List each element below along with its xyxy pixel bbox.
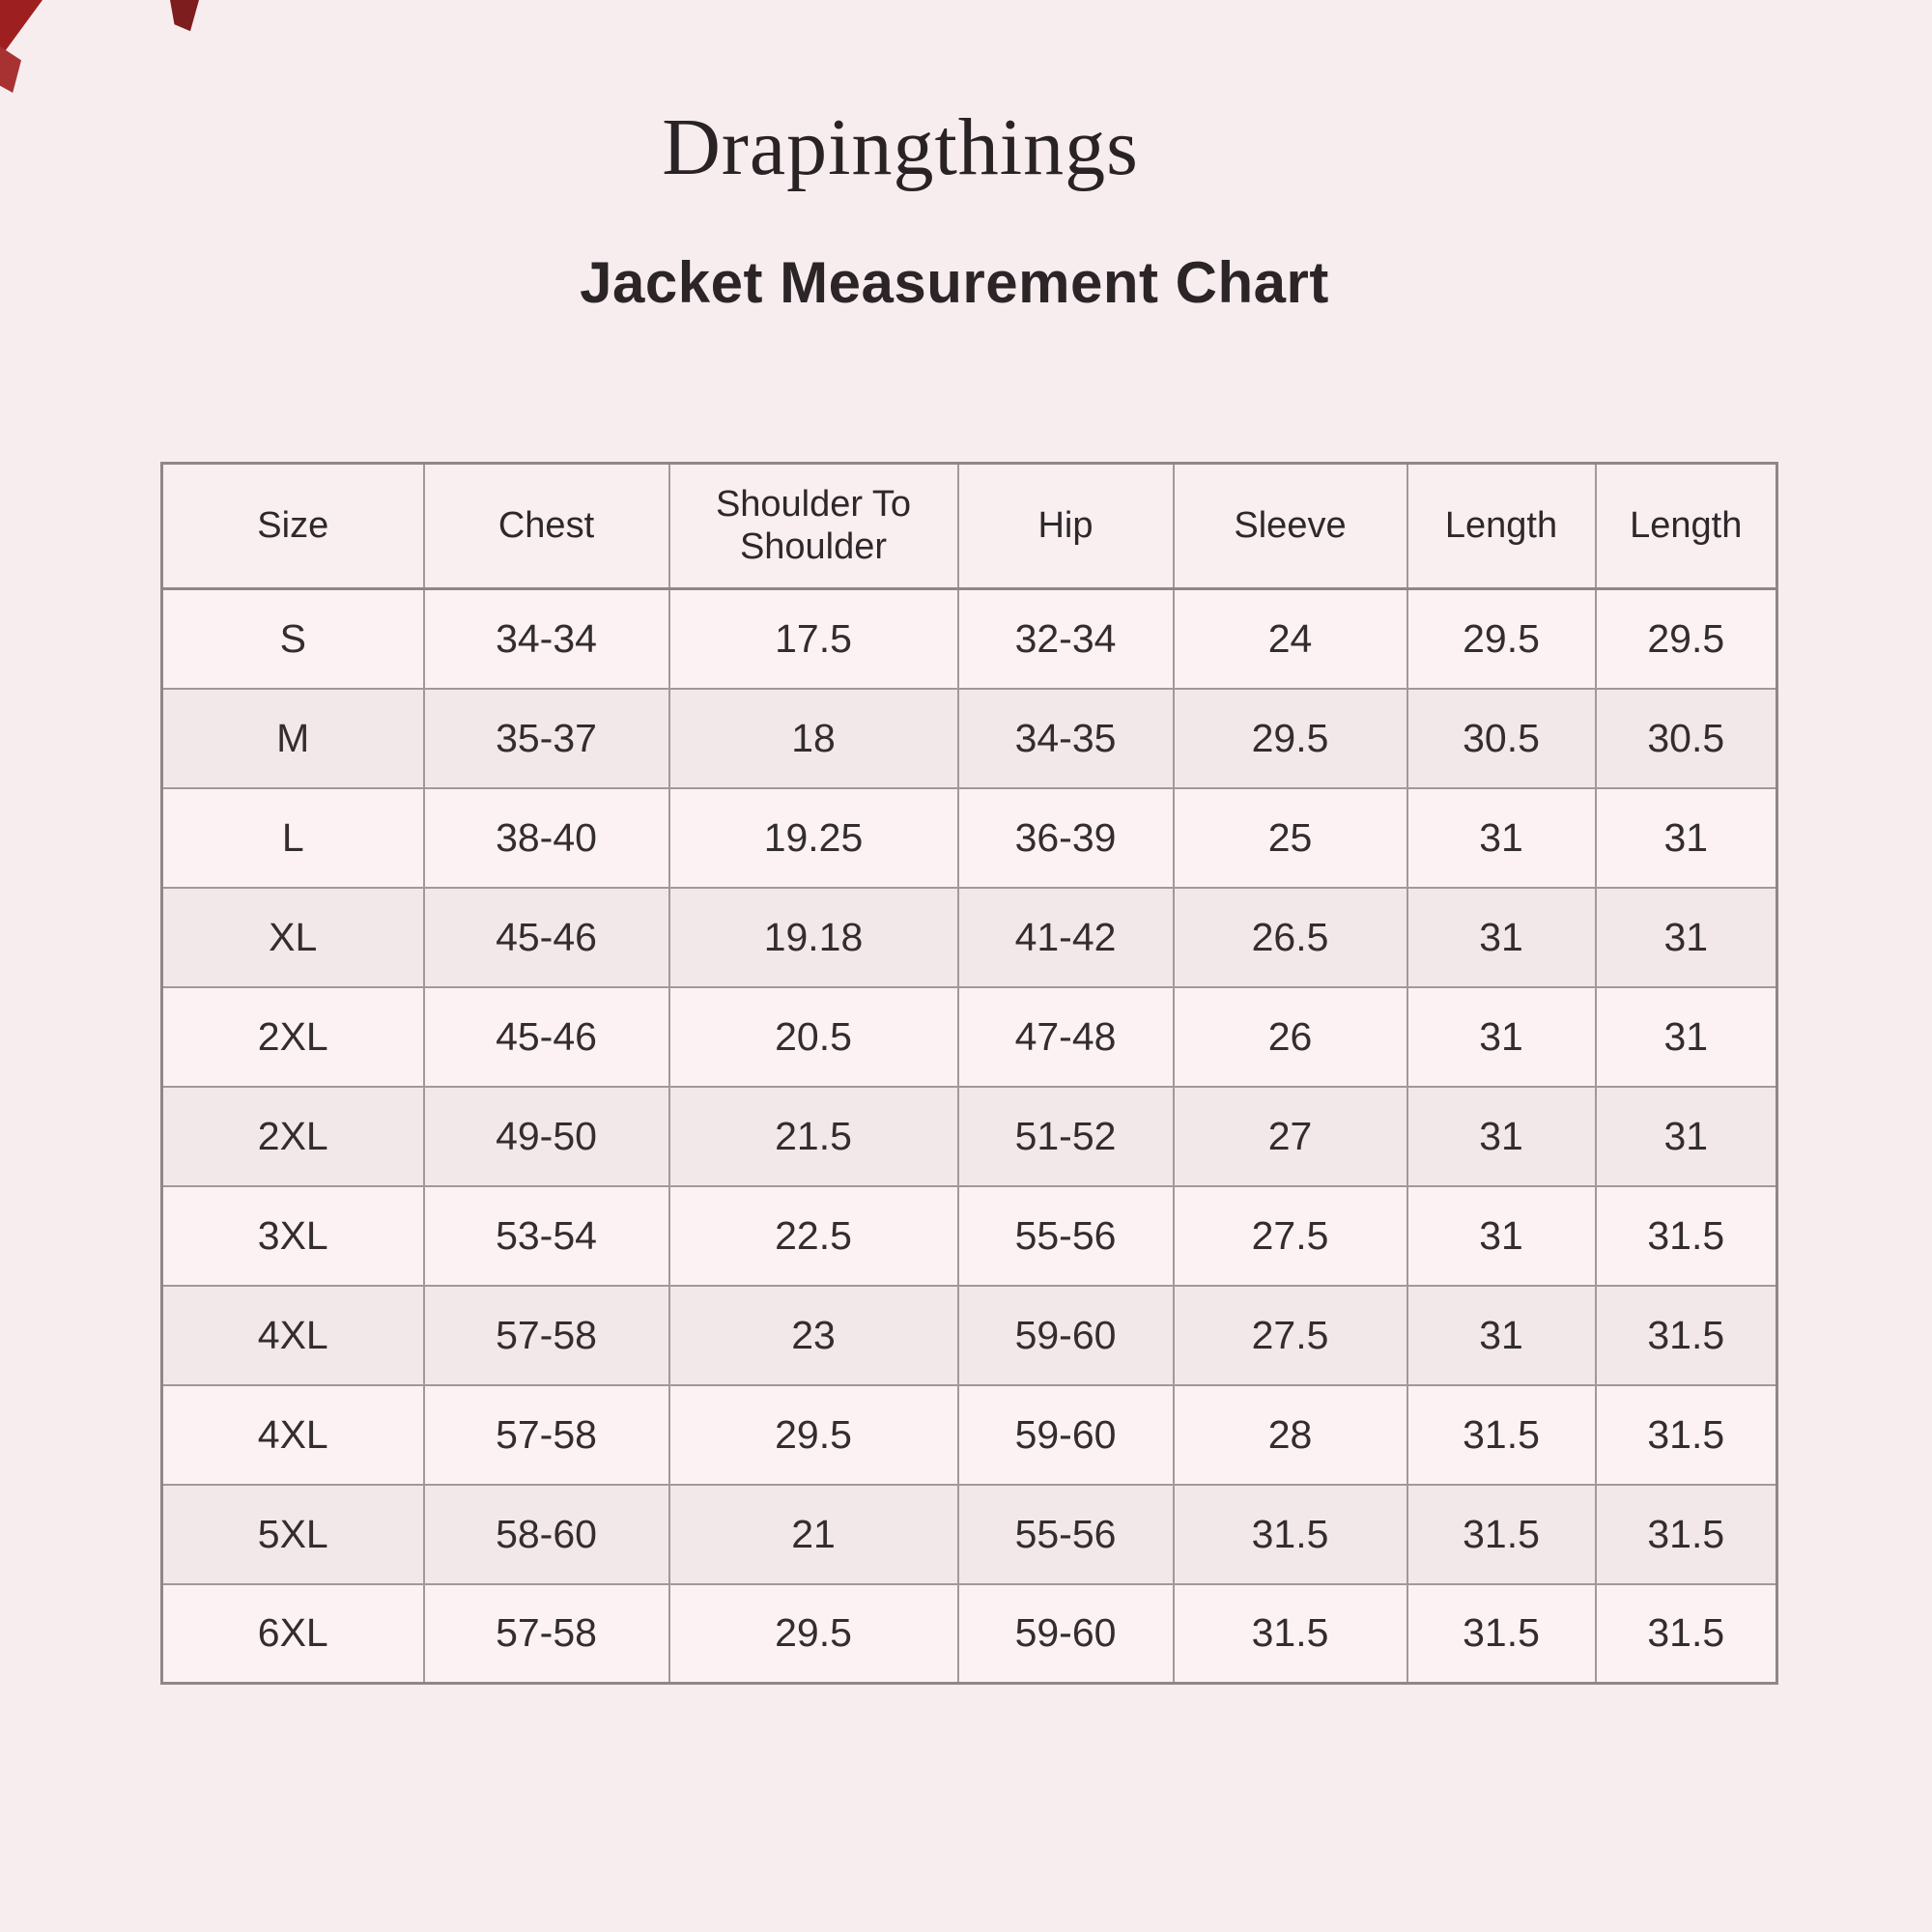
measurement-cell: 21.5 bbox=[669, 1087, 958, 1186]
size-cell: M bbox=[162, 689, 424, 788]
measurement-cell: 29.5 bbox=[1407, 589, 1596, 689]
measurement-cell: 25 bbox=[1174, 788, 1407, 888]
measurement-cell: 31 bbox=[1407, 788, 1596, 888]
measurement-cell: 31 bbox=[1596, 1087, 1777, 1186]
measurement-cell: 28 bbox=[1174, 1385, 1407, 1485]
measurement-cell: 31 bbox=[1407, 987, 1596, 1087]
table-row bbox=[162, 1186, 1777, 1286]
measurement-cell: 31.5 bbox=[1596, 1286, 1777, 1385]
measurement-cell: 45-46 bbox=[424, 888, 669, 987]
torn-red-photo-artifact bbox=[170, 0, 199, 44]
table-row bbox=[162, 1385, 1777, 1485]
measurement-cell: 29.5 bbox=[1596, 589, 1777, 689]
table-row bbox=[162, 1584, 1777, 1684]
size-cell: 6XL bbox=[162, 1584, 424, 1684]
measurement-cell: 31.5 bbox=[1596, 1385, 1777, 1485]
measurement-cell: 31 bbox=[1596, 788, 1777, 888]
table-row bbox=[162, 689, 1777, 788]
table-header bbox=[162, 464, 1777, 589]
measurement-cell: 58-60 bbox=[424, 1485, 669, 1584]
measurement-cell: 24 bbox=[1174, 589, 1407, 689]
measurement-cell: 22.5 bbox=[669, 1186, 958, 1286]
column-header: Shoulder To Shoulder bbox=[669, 464, 958, 589]
measurement-cell: 59-60 bbox=[958, 1584, 1174, 1684]
measurement-cell: 59-60 bbox=[958, 1286, 1174, 1385]
measurement-cell: 45-46 bbox=[424, 987, 669, 1087]
measurement-cell: 19.18 bbox=[669, 888, 958, 987]
brand-title: Drapingthings bbox=[662, 102, 1139, 192]
measurement-cell: 29.5 bbox=[669, 1385, 958, 1485]
measurement-cell: 30.5 bbox=[1407, 689, 1596, 788]
measurement-cell: 27.5 bbox=[1174, 1186, 1407, 1286]
measurement-cell: 31.5 bbox=[1407, 1385, 1596, 1485]
size-cell: 3XL bbox=[162, 1186, 424, 1286]
measurement-cell: 31 bbox=[1407, 1186, 1596, 1286]
size-cell: 2XL bbox=[162, 1087, 424, 1186]
measurement-cell: 49-50 bbox=[424, 1087, 669, 1186]
measurement-cell: 35-37 bbox=[424, 689, 669, 788]
measurement-cell: 31 bbox=[1596, 888, 1777, 987]
measurement-cell: 59-60 bbox=[958, 1385, 1174, 1485]
column-header: Hip bbox=[958, 464, 1174, 589]
size-table-body bbox=[162, 589, 1777, 1684]
measurement-cell: 38-40 bbox=[424, 788, 669, 888]
torn-red-photo-artifact bbox=[0, 0, 43, 58]
column-header: Size bbox=[162, 464, 424, 589]
jacket-measurement-table bbox=[160, 462, 1778, 1685]
size-cell: 4XL bbox=[162, 1286, 424, 1385]
table-row bbox=[162, 1087, 1777, 1186]
measurement-cell: 27.5 bbox=[1174, 1286, 1407, 1385]
table-row bbox=[162, 1286, 1777, 1385]
measurement-cell: 31.5 bbox=[1596, 1186, 1777, 1286]
measurement-cell: 41-42 bbox=[958, 888, 1174, 987]
page-title: Jacket Measurement Chart bbox=[580, 250, 1329, 315]
measurement-cell: 30.5 bbox=[1596, 689, 1777, 788]
measurement-cell: 36-39 bbox=[958, 788, 1174, 888]
size-cell: 2XL bbox=[162, 987, 424, 1087]
measurement-cell: 31 bbox=[1407, 1087, 1596, 1186]
measurement-cell: 26 bbox=[1174, 987, 1407, 1087]
measurement-cell: 20.5 bbox=[669, 987, 958, 1087]
measurement-cell: 34-34 bbox=[424, 589, 669, 689]
measurement-cell: 17.5 bbox=[669, 589, 958, 689]
size-cell: L bbox=[162, 788, 424, 888]
size-cell: XL bbox=[162, 888, 424, 987]
size-cell: S bbox=[162, 589, 424, 689]
table-row bbox=[162, 987, 1777, 1087]
torn-red-photo-artifact bbox=[0, 46, 21, 93]
column-header: Sleeve bbox=[1174, 464, 1407, 589]
measurement-cell: 34-35 bbox=[958, 689, 1174, 788]
measurement-cell: 21 bbox=[669, 1485, 958, 1584]
measurement-cell: 19.25 bbox=[669, 788, 958, 888]
measurement-cell: 31.5 bbox=[1596, 1584, 1777, 1684]
measurement-cell: 31.5 bbox=[1407, 1485, 1596, 1584]
measurement-cell: 31 bbox=[1407, 1286, 1596, 1385]
measurement-cell: 23 bbox=[669, 1286, 958, 1385]
measurement-cell: 53-54 bbox=[424, 1186, 669, 1286]
measurement-cell: 31 bbox=[1596, 987, 1777, 1087]
measurement-cell: 57-58 bbox=[424, 1584, 669, 1684]
table-row bbox=[162, 888, 1777, 987]
measurement-cell: 31.5 bbox=[1407, 1584, 1596, 1684]
measurement-cell: 31 bbox=[1407, 888, 1596, 987]
table-row bbox=[162, 788, 1777, 888]
measurement-cell: 29.5 bbox=[1174, 689, 1407, 788]
measurement-cell: 55-56 bbox=[958, 1186, 1174, 1286]
measurement-cell: 55-56 bbox=[958, 1485, 1174, 1584]
column-header: Length bbox=[1596, 464, 1777, 589]
table-row bbox=[162, 589, 1777, 689]
column-header: Chest bbox=[424, 464, 669, 589]
measurement-cell: 31.5 bbox=[1596, 1485, 1777, 1584]
measurement-cell: 31.5 bbox=[1174, 1485, 1407, 1584]
table-row bbox=[162, 1485, 1777, 1584]
measurement-cell: 57-58 bbox=[424, 1385, 669, 1485]
measurement-cell: 26.5 bbox=[1174, 888, 1407, 987]
size-cell: 4XL bbox=[162, 1385, 424, 1485]
measurement-cell: 29.5 bbox=[669, 1584, 958, 1684]
measurement-cell: 57-58 bbox=[424, 1286, 669, 1385]
size-cell: 5XL bbox=[162, 1485, 424, 1584]
column-header: Length bbox=[1407, 464, 1596, 589]
measurement-cell: 47-48 bbox=[958, 987, 1174, 1087]
measurement-cell: 27 bbox=[1174, 1087, 1407, 1186]
measurement-cell: 32-34 bbox=[958, 589, 1174, 689]
measurement-cell: 31.5 bbox=[1174, 1584, 1407, 1684]
measurement-cell: 51-52 bbox=[958, 1087, 1174, 1186]
table-header-row bbox=[162, 464, 1777, 589]
measurement-cell: 18 bbox=[669, 689, 958, 788]
